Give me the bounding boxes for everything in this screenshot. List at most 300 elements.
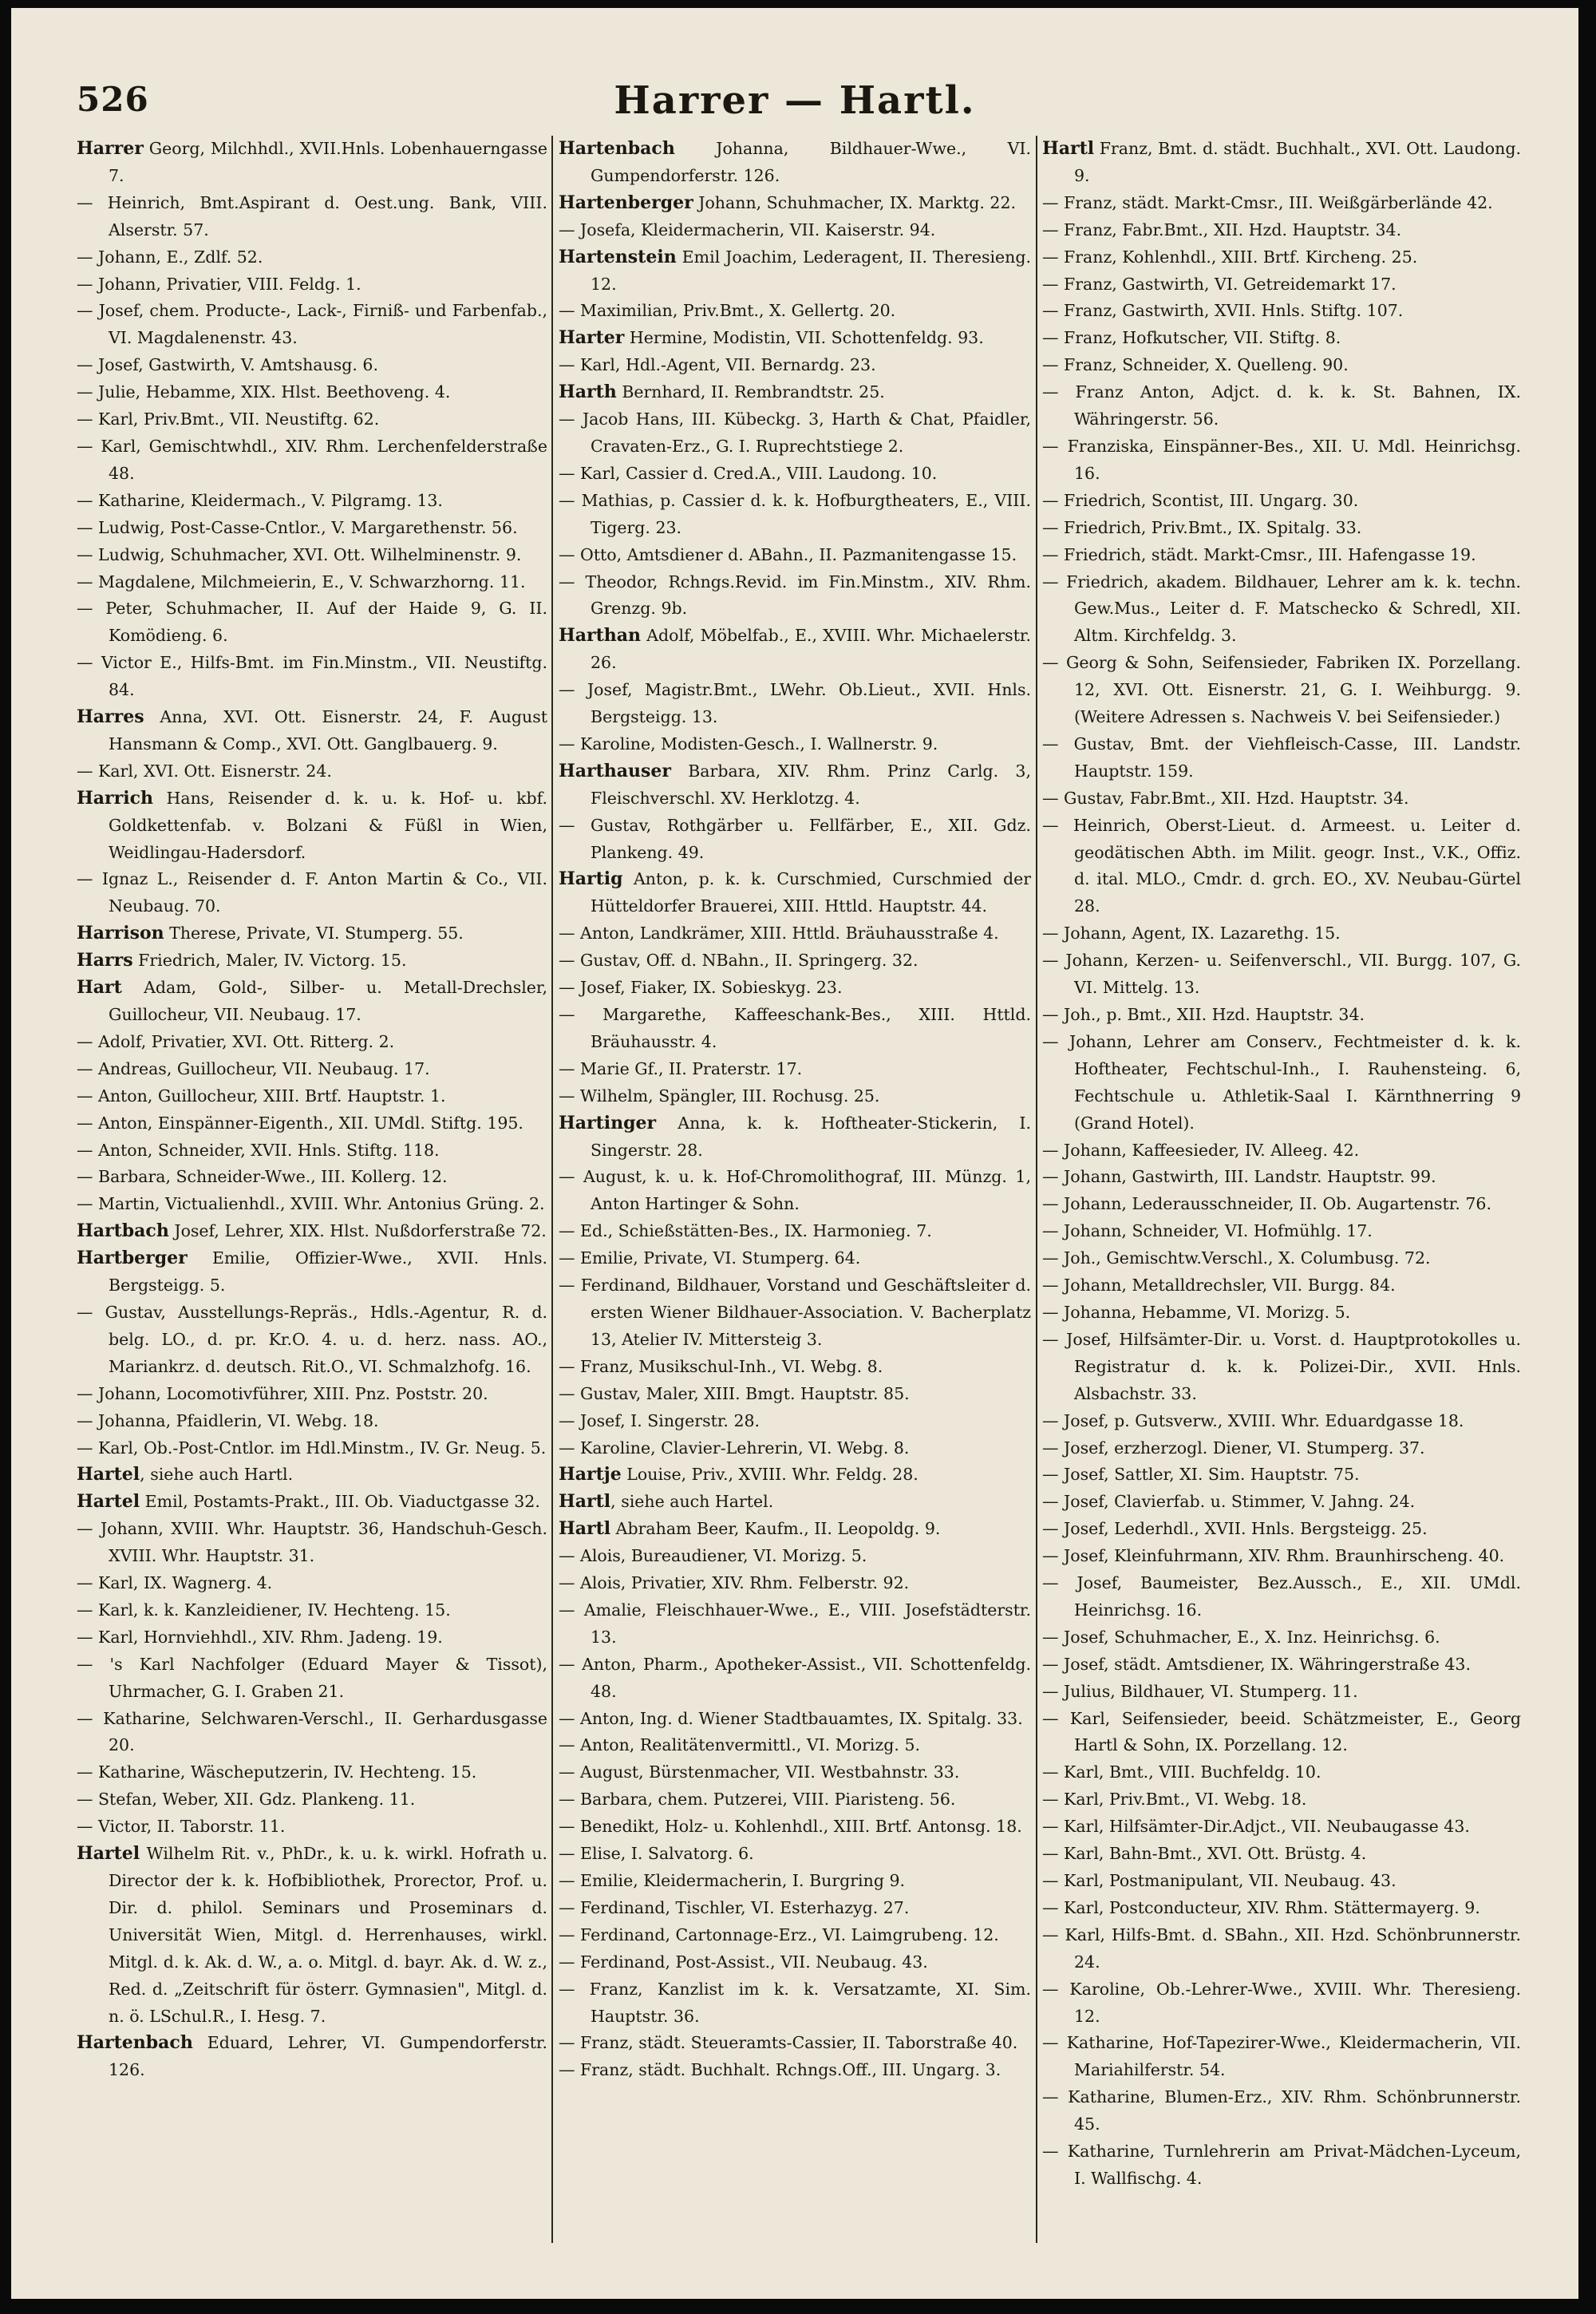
- entry-surname: Hartje: [559, 1464, 622, 1485]
- entry-text: Emil Joachim, Lederagent, II. Theresieng. 12.: [591, 247, 1031, 294]
- directory-entry: [77, 271, 547, 299]
- entry-surname: Hartenstein: [559, 246, 677, 267]
- directory-entry: [77, 975, 547, 1029]
- directory-entry: [1042, 947, 1521, 1002]
- directory-entry: [1042, 136, 1521, 190]
- directory-entry: [77, 136, 547, 190]
- directory-entry: [559, 406, 1031, 461]
- directory-entry: [559, 1245, 1031, 1272]
- entry-surname: Harthan: [559, 625, 642, 647]
- entry-text: — Karl, Hilfs-Bmt. d. SBahn., XII. Hzd. Schönbrunnerstr. 24.: [1042, 1924, 1521, 1972]
- directory-entry: [1042, 2138, 1521, 2193]
- entry-text: — Ferdinand, Cartonnage-Erz., VI. Laimgrubeng. 12.: [559, 1924, 999, 1944]
- entry-text: — Josef, Gastwirth, V. Amtshausg. 6.: [77, 355, 378, 375]
- directory-entry: [77, 569, 547, 596]
- directory-entry: [559, 731, 1031, 758]
- entry-text: — Theodor, Rchngs.Revid. im Fin.Minstm., XIV. Rhm. Grenzg. 9b.: [559, 572, 1031, 619]
- column-1: [77, 136, 547, 2243]
- entry-text: — Friedrich, Scontist, III. Ungarg. 30.: [1042, 490, 1359, 510]
- entry-text: — Josef, p. Gutsverw., XVIII. Whr. Eduardgasse 18.: [1042, 1410, 1464, 1430]
- entry-text: — Gustav, Ausstellungs-Repräs., Hdls.-Agentur, R. d. belg. LO., d. pr. Kr.O. 4. u. d. herz. nass. AO., Mariankrz. d. deutsch. Rit.O., VI. Schmalzhofg. 16.: [77, 1302, 547, 1376]
- entry-text: , siehe auch Hartel.: [610, 1492, 774, 1512]
- directory-entry: [1042, 1759, 1521, 1786]
- entry-text: — Jacob Hans, III. Kübeckg. 3, Harth & Chat, Pfaidler, Cravaten-Erz., G. I. Ruprechtstiege 2.: [559, 409, 1031, 456]
- directory-entry: [77, 1299, 547, 1381]
- entry-text: — Karl, Seifensieder, beeid. Schätzmeister, E., Georg Hartl & Sohn, IX. Porzellang. 12.: [1042, 1708, 1521, 1755]
- directory-entry: [1042, 1868, 1521, 1895]
- entry-text: Barbara, XIV. Rhm. Prinz Carlg. 3, Fleischverschl. XV. Herklotzg. 4.: [591, 761, 1031, 808]
- entry-text: Emilie, Offizier-Wwe., XVII. Hnls. Bergsteigg. 5.: [109, 1248, 547, 1295]
- entry-text: — Josefa, Kleidermacherin, VII. Kaiserstr. 94.: [559, 220, 936, 239]
- entry-surname: Hartig: [559, 868, 623, 890]
- directory-entry: [77, 920, 547, 947]
- entry-text: Louise, Priv., XVIII. Whr. Feldg. 28.: [621, 1465, 918, 1485]
- entry-text: — Joh., p. Bmt., XII. Hzd. Hauptstr. 34.: [1042, 1005, 1365, 1024]
- directory-entry: [77, 433, 547, 488]
- entry-text: — Anton, Einspänner-Eigenth., XII. UMdl. Stiftg. 195.: [77, 1113, 523, 1133]
- entry-text: — Peter, Schuhmacher, II. Auf der Haide 9, G. II. Komödieng. 6.: [77, 599, 547, 646]
- directory-entry: [1042, 1137, 1521, 1165]
- entry-text: — Katharine, Turnlehrerin am Privat-Mädchen-Lyceum, I. Wallfischg. 4.: [1042, 2142, 1521, 2188]
- entry-text: — Friedrich, akadem. Bildhauer, Lehrer am k. k. techn. Gew.Mus., Leiter d. F. Matschecko & Schredl, XII. Altm. Kirchfeldg. 3.: [1042, 572, 1521, 646]
- entry-text: Anna, XVI. Ott. Eisnerstr. 24, F. August Hansmann & Comp., XVI. Ott. Ganglbauerg. 9.: [109, 707, 547, 754]
- directory-entry: [77, 595, 547, 650]
- directory-entry: [77, 352, 547, 379]
- directory-entry: [77, 1786, 547, 1814]
- directory-entry: [559, 1218, 1031, 1245]
- entry-text: Hermine, Modistin, VII. Schottenfeldg. 93.: [624, 328, 984, 348]
- directory-entry: [77, 406, 547, 433]
- entry-surname: Harrer: [77, 138, 144, 159]
- entry-text: — Amalie, Fleischhauer-Wwe., E., VIII. Josefstädterstr. 13.: [559, 1600, 1031, 1647]
- directory-entry: [559, 352, 1031, 379]
- directory-entry: [559, 136, 1031, 190]
- directory-entry: [1042, 1191, 1521, 1218]
- directory-entry: [559, 623, 1031, 677]
- directory-entry: [77, 1814, 547, 1841]
- entry-text: — Anton, Schneider, XVII. Hnls. Stiftg. 118.: [77, 1140, 440, 1160]
- directory-entry: [77, 298, 547, 352]
- entry-text: — Ludwig, Post-Casse-Cntlor., V. Margarethenstr. 56.: [77, 517, 518, 537]
- entry-surname: Hartl: [559, 1491, 611, 1513]
- entry-text: — Karl, XVI. Ott. Eisnerstr. 24.: [77, 761, 332, 781]
- directory-entry: [77, 1435, 547, 1462]
- directory-entry: [1042, 1922, 1521, 1976]
- directory-entry: [1042, 569, 1521, 651]
- entry-text: — August, k. u. k. Hof-Chromolithograf, III. Münzg. 1, Anton Hartinger & Sohn.: [559, 1167, 1031, 1214]
- directory-entry: [77, 1841, 547, 2030]
- entry-text: — Johann, Metalldrechsler, VII. Burgg. 84.: [1042, 1276, 1396, 1295]
- directory-entry: [1042, 1408, 1521, 1435]
- directory-entry: [1042, 271, 1521, 299]
- entry-text: — Maximilian, Priv.Bmt., X. Gellertg. 20.: [559, 301, 896, 321]
- directory-entry: [1042, 920, 1521, 947]
- directory-entry: [1042, 1435, 1521, 1462]
- entry-text: — Friedrich, städt. Markt-Cmsr., III. Hafengasse 19.: [1042, 544, 1476, 564]
- entry-text: — Ludwig, Schuhmacher, XVI. Ott. Wilhelminenstr. 9.: [77, 544, 522, 564]
- directory-entry: [77, 650, 547, 704]
- directory-entry: [77, 1516, 547, 1570]
- entry-text: — Katharine, Wäscheputzerin, IV. Hechteng. 15.: [77, 1762, 477, 1782]
- entry-text: — Gustav, Maler, XIII. Bmgt. Hauptstr. 85.: [559, 1383, 910, 1403]
- entry-surname: Hartenbach: [77, 2032, 193, 2054]
- directory-entry: [1042, 1679, 1521, 1706]
- directory-entry: [559, 1570, 1031, 1597]
- directory-entry: [559, 217, 1031, 244]
- entry-text: — Franz, Schneider, X. Quelleng. 90.: [1042, 355, 1349, 375]
- entry-surname: Hartenberger: [559, 192, 693, 213]
- entry-text: — Margarethe, Kaffeeschank-Bes., XIII. Httld. Bräuhausstr. 4.: [559, 1005, 1031, 1051]
- entry-text: — Anton, Realitätenvermittl., VI. Morizg. 5.: [559, 1735, 921, 1755]
- entry-text: — Barbara, chem. Putzerei, VIII. Piaristeng. 56.: [559, 1790, 956, 1810]
- entry-text: — Johann, Kerzen- u. Seifenverschl., VII. Burgg. 107, G. VI. Mittelg. 13.: [1042, 951, 1521, 998]
- directory-entry: [559, 1706, 1031, 1733]
- directory-entry: [559, 2057, 1031, 2084]
- directory-entry: [1042, 1895, 1521, 1922]
- entry-surname: Hartberger: [77, 1248, 188, 1269]
- entry-surname: Harrs: [77, 950, 133, 971]
- entry-text: — Martin, Victualienhdl., XVIII. Whr. Antonius Grüng. 2.: [77, 1194, 545, 1214]
- directory-entry: [559, 1056, 1031, 1083]
- directory-entry: [77, 1056, 547, 1083]
- directory-entry: [1042, 2030, 1521, 2084]
- directory-entry: [1042, 1489, 1521, 1516]
- directory-entry: [1042, 433, 1521, 488]
- directory-entry: [559, 866, 1031, 920]
- entry-text: — Friedrich, Priv.Bmt., IX. Spitalg. 33.: [1042, 517, 1362, 537]
- running-head: Harrer — Hartl.: [614, 78, 976, 123]
- entry-text: Adam, Gold-, Silber- u. Metall-Drechsler, Guillocheur, VII. Neubaug. 17.: [109, 978, 547, 1024]
- entry-text: Therese, Private, VI. Stumperg. 55.: [164, 924, 464, 943]
- directory-entry: [559, 379, 1031, 406]
- directory-entry: [77, 1245, 547, 1299]
- directory-entry: [77, 1191, 547, 1218]
- entry-text: — Elise, I. Salvatorg. 6.: [559, 1844, 754, 1864]
- entry-text: — Josef, chem. Producte-, Lack-, Firniß- und Farbenfab., VI. Magdalenenstr. 43.: [77, 301, 547, 348]
- entry-text: — Victor, II. Taborstr. 11.: [77, 1817, 286, 1837]
- entry-surname: Hartl: [559, 1518, 611, 1540]
- entry-text: — Gustav, Fabr.Bmt., XII. Hzd. Hauptstr. 34.: [1042, 788, 1409, 808]
- entry-text: — Anton, Pharm., Apotheker-Assist., VII. Schottenfeldg. 48.: [559, 1654, 1031, 1701]
- entry-surname: Harrison: [77, 923, 164, 944]
- entry-text: — Josef, erzherzogl. Diener, VI. Stumperg. 37.: [1042, 1438, 1425, 1458]
- entry-text: — Ferdinand, Post-Assist., VII. Neubaug. 43.: [559, 1952, 928, 1972]
- entry-text: Georg, Milchhdl., XVII.Hnls. Lobenhauerngasse 7.: [109, 139, 547, 185]
- entry-surname: Harth: [559, 382, 617, 403]
- entry-text: — Franz Anton, Adjct. d. k. k. St. Bahnen, IX. Währingerstr. 56.: [1042, 382, 1521, 429]
- entry-text: — Ed., Schießstätten-Bes., IX. Harmonieg. 7.: [559, 1221, 932, 1241]
- entry-text: — Marie Gf., II. Praterstr. 17.: [559, 1058, 803, 1078]
- directory-entry: [559, 325, 1031, 352]
- entry-text: Wilhelm Rit. v., PhDr., k. u. k. wirkl. Hofrath u. Director der k. k. Hofbibliothek, Prorector, Prof. u. Dir. d. philol. Seminars und Proseminars d. Universität Wien, Mitgl. d. Herrenhauses, wirkl. Mitgl. d. k. Ak. d. W., a. o. Mitgl. d. bayr. Ak. d. W. z., Red. d. „Zeitschrift für österr. Gymnasien", Mitgl. d. n. ö. LSchul.R., I. Hesg. 7.: [109, 1844, 547, 2026]
- directory-entry: [559, 1083, 1031, 1110]
- directory-entry: [1042, 1299, 1521, 1327]
- directory-entry: [1042, 1218, 1521, 1245]
- directory-entry: [1042, 1327, 1521, 1408]
- entry-text: — Johann, Schneider, VI. Hofmühlg. 17.: [1042, 1221, 1373, 1241]
- directory-entry: [77, 1597, 547, 1624]
- directory-entry: [1042, 1029, 1521, 1137]
- entry-text: — Franz, Fabr.Bmt., XII. Hzd. Hauptstr. 34.: [1042, 220, 1402, 239]
- entry-text: — Karl, Cassier d. Cred.A., VIII. Laudong. 10.: [559, 463, 938, 483]
- entry-text: — Katharine, Hof-Tapezirer-Wwe., Kleidermacherin, VII. Mariahilferstr. 54.: [1042, 2033, 1521, 2080]
- directory-entry: [559, 488, 1031, 542]
- entry-surname: Hart: [77, 977, 122, 999]
- directory-entry: [77, 1570, 547, 1597]
- entry-text: — Alois, Privatier, XIV. Rhm. Felberstr. 92.: [559, 1573, 910, 1593]
- directory-entry: [77, 866, 547, 920]
- directory-entry: [559, 1272, 1031, 1354]
- entry-text: Franz, Bmt. d. städt. Buchhalt., XVI. Ott. Laudong. 9.: [1074, 139, 1521, 185]
- directory-entry: [559, 1759, 1031, 1786]
- directory-entry: [559, 1543, 1031, 1570]
- directory-entry: [1042, 1516, 1521, 1543]
- entry-text: Johann, Schuhmacher, IX. Marktg. 22.: [693, 192, 1017, 212]
- directory-entry: [559, 1949, 1031, 1976]
- directory-entry: [1042, 1706, 1521, 1760]
- entry-surname: Harres: [77, 706, 144, 728]
- directory-entry: [559, 1841, 1031, 1868]
- directory-entry: [77, 515, 547, 542]
- directory-entry: [77, 758, 547, 785]
- directory-entry: [1042, 1651, 1521, 1679]
- entry-text: Anna, k. k. Hoftheater-Stickerin, I. Singerstr. 28.: [591, 1113, 1031, 1160]
- directory-entry: [1042, 217, 1521, 244]
- directory-entry: [77, 190, 547, 244]
- entry-text: — Josef, städt. Amtsdiener, IX. Währingerstraße 43.: [1042, 1654, 1471, 1674]
- entry-text: — Josef, Clavierfab. u. Stimmer, V. Jahng. 24.: [1042, 1492, 1416, 1512]
- entry-text: — Anton, Guillocheur, XIII. Brtf. Hauptstr. 1.: [77, 1086, 446, 1106]
- entry-surname: Hartel: [77, 1464, 140, 1485]
- directory-page: [11, 8, 1578, 2299]
- directory-entry: [77, 1029, 547, 1056]
- entry-text: — Johann, Agent, IX. Lazarethg. 15.: [1042, 924, 1341, 943]
- entry-text: — Karl, Postconducteur, XIV. Rhm. Stättermayerg. 9.: [1042, 1897, 1480, 1917]
- entry-text: — Johann, Lederausschneider, II. Ob. Augartenstr. 76.: [1042, 1194, 1491, 1214]
- entry-text: — Stefan, Weber, XII. Gdz. Plankeng. 11.: [77, 1790, 416, 1810]
- entry-text: — Karl, Priv.Bmt., VII. Neustiftg. 62.: [77, 409, 380, 429]
- directory-entry: [1042, 1976, 1521, 2031]
- directory-entry: [1042, 379, 1521, 433]
- entry-text: Abraham Beer, Kaufm., II. Leopoldg. 9.: [610, 1519, 941, 1539]
- directory-entry: [559, 947, 1031, 975]
- directory-entry: [559, 813, 1031, 867]
- entry-text: — Benedikt, Holz- u. Kohlenhdl., XIII. Brtf. Antonsg. 18.: [559, 1817, 1022, 1837]
- directory-entry: [559, 1164, 1031, 1218]
- entry-text: — Johanna, Hebamme, VI. Morizg. 5.: [1042, 1302, 1351, 1322]
- directory-entry: [1042, 1841, 1521, 1868]
- entry-text: — Franz, Kohlenhdl., XIII. Brtf. Kircheng. 25.: [1042, 247, 1418, 267]
- directory-entry: [559, 1516, 1031, 1543]
- entry-text: Hans, Reisender d. k. u. k. Hof- u. kbf. Goldkettenfab. v. Bolzani & Füßl in Wien, Weidlingau-Hadersdorf.: [109, 788, 547, 862]
- directory-entry: [1042, 785, 1521, 813]
- entry-text: Adolf, Möbelfab., E., XVIII. Whr. Michaelerstr. 26.: [591, 626, 1031, 673]
- entry-text: — Johann, Kaffeesieder, IV. Alleeg. 42.: [1042, 1140, 1360, 1160]
- entry-text: — Johann, XVIII. Whr. Hauptstr. 36, Handschuh-Gesch. XVIII. Whr. Hauptstr. 31.: [77, 1519, 547, 1566]
- directory-entry: [77, 1489, 547, 1516]
- directory-entry: [77, 542, 547, 569]
- directory-entry: [559, 1462, 1031, 1489]
- directory-entry: [559, 298, 1031, 325]
- entry-text: — Joh., Gemischtw.Verschl., X. Columbusg. 72.: [1042, 1248, 1431, 1268]
- directory-entry: [559, 1732, 1031, 1759]
- directory-entry: [77, 1462, 547, 1489]
- directory-entry: [77, 1624, 547, 1651]
- entry-text: — Josef, Fiaker, IX. Sobieskyg. 23.: [559, 978, 843, 998]
- entry-text: — Katharine, Kleidermach., V. Pilgramg. 13.: [77, 490, 443, 510]
- directory-entry: [559, 244, 1031, 299]
- entry-text: — Josef, Kleinfuhrmann, XIV. Rhm. Braunhirscheng. 40.: [1042, 1546, 1505, 1566]
- entry-surname: Hartel: [77, 1843, 140, 1865]
- entry-text: — Josef, Lederhdl., XVII. Hnls. Bergsteigg. 25.: [1042, 1519, 1428, 1539]
- directory-entry: [77, 379, 547, 406]
- directory-entry: [559, 542, 1031, 569]
- directory-entry: [559, 1786, 1031, 1814]
- directory-entry: [1042, 325, 1521, 352]
- entry-text: — Karl, Gemischtwhdl., XIV. Rhm. Lerchenfelderstraße 48.: [77, 436, 547, 483]
- directory-entry: [77, 704, 547, 758]
- entry-text: — Gustav, Bmt. der Viehfleisch-Casse, III. Landstr. Hauptstr. 159.: [1042, 734, 1521, 781]
- entry-text: Johanna, Bildhauer-Wwe., VI. Gumpendorferstr. 126.: [591, 139, 1031, 185]
- entry-surname: Harter: [559, 327, 625, 349]
- entry-text: Bernhard, II. Rembrandtstr. 25.: [616, 382, 885, 402]
- entry-text: — Johann, Locomotivführer, XIII. Pnz. Poststr. 20.: [77, 1383, 488, 1403]
- directory-entry: [559, 1408, 1031, 1435]
- entry-text: — Andreas, Guillocheur, VII. Neubaug. 17.: [77, 1058, 430, 1078]
- directory-entry: [1042, 813, 1521, 921]
- directory-entry: [559, 569, 1031, 623]
- directory-entry: [1042, 1462, 1521, 1489]
- entry-text: — Emilie, Private, VI. Stumperg. 64.: [559, 1248, 861, 1268]
- entry-text: — Alois, Bureaudiener, VI. Morizg. 5.: [559, 1546, 867, 1566]
- column-rule: [551, 136, 553, 2243]
- entry-text: Friedrich, Maler, IV. Victorg. 15.: [132, 951, 407, 971]
- directory-entry: [559, 190, 1031, 217]
- entry-text: — Magdalene, Milchmeierin, E., V. Schwarzhorng. 11.: [77, 572, 526, 591]
- directory-entry: [1042, 650, 1521, 731]
- directory-entry: [77, 785, 547, 867]
- entry-text: — Josef, Schuhmacher, E., X. Inz. Heinrichsg. 6.: [1042, 1627, 1440, 1647]
- entry-text: — Gustav, Off. d. NBahn., II. Springerg. 32.: [559, 951, 918, 971]
- entry-text: — Karoline, Clavier-Lehrerin, VI. Webg. 8.: [559, 1438, 910, 1458]
- directory-entry: [1042, 1164, 1521, 1191]
- directory-entry: [559, 1002, 1031, 1056]
- directory-entry: [77, 2030, 547, 2084]
- directory-entry: [1042, 2084, 1521, 2138]
- entry-text: — Johann, Lehrer am Conserv., Fechtmeister d. k. k. Hoftheater, Fechtschul-Inh., I. Rauhensteing. 6, Fechtschule u. Athletik-Saal I. Kärnthnerring 9 (Grand Hotel).: [1042, 1031, 1521, 1133]
- directory-entry: [77, 1218, 547, 1245]
- entry-text: — Karoline, Ob.-Lehrer-Wwe., XVIII. Whr. Theresieng. 12.: [1042, 1979, 1521, 2026]
- directory-entry: [559, 1976, 1031, 2031]
- entry-text: — Karl, Ob.-Post-Cntlor. im Hdl.Minstm., IV. Gr. Neug. 5.: [77, 1438, 547, 1458]
- directory-entry: [77, 947, 547, 975]
- entry-text: — Ignaz L., Reisender d. F. Anton Martin & Co., VII. Neubaug. 70.: [77, 869, 547, 916]
- directory-entry: [77, 1381, 547, 1408]
- entry-text: — Franz, Hofkutscher, VII. Stiftg. 8.: [1042, 328, 1341, 348]
- directory-entry: [77, 1408, 547, 1435]
- column-3: [1042, 136, 1521, 2243]
- entry-text: — Anton, Ing. d. Wiener Stadtbauamtes, IX. Spitalg. 33.: [559, 1708, 1023, 1728]
- entry-text: — Katharine, Blumen-Erz., XIV. Rhm. Schönbrunnerstr. 45.: [1042, 2087, 1521, 2134]
- entry-surname: Hartl: [1042, 138, 1095, 159]
- directory-entry: [559, 1651, 1031, 1706]
- directory-entry: [1042, 1272, 1521, 1299]
- directory-entry: [1042, 488, 1521, 515]
- entry-text: — Karl, Bahn-Bmt., XVI. Ott. Brüstg. 4.: [1042, 1844, 1367, 1864]
- directory-entry: [559, 1381, 1031, 1408]
- directory-entry: [77, 1651, 547, 1706]
- page-number: 526: [77, 80, 149, 119]
- entry-text: — Karl, Postmanipulant, VII. Neubaug. 43.: [1042, 1871, 1396, 1890]
- directory-entry: [77, 1706, 547, 1760]
- entry-text: — Anton, Landkrämer, XIII. Httld. Bräuhausstraße 4.: [559, 924, 999, 943]
- entry-surname: Hartbach: [77, 1220, 169, 1242]
- entry-text: Emil, Postamts-Prakt., III. Ob. Viaductgasse 32.: [140, 1492, 540, 1512]
- directory-entry: [77, 1759, 547, 1786]
- entry-text: — 's Karl Nachfolger (Eduard Mayer & Tissot), Uhrmacher, G. I. Graben 21.: [77, 1654, 547, 1701]
- entry-text: — Heinrich, Bmt.Aspirant d. Oest.ung. Bank, VIII. Alserstr. 57.: [77, 192, 547, 239]
- directory-entry: [559, 1435, 1031, 1462]
- directory-entry: [1042, 731, 1521, 785]
- entry-text: — Heinrich, Oberst-Lieut. d. Armeest. u. Leiter d. geodätischen Abth. im Milit. geogr. Inst., V.K., Offiz. d. ital. MLO., Cmdr. d. grch. EO., XV. Neubau-Gürtel 28.: [1042, 815, 1521, 916]
- entry-text: — Adolf, Privatier, XVI. Ott. Ritterg. 2.: [77, 1031, 395, 1051]
- directory-entry: [1042, 1002, 1521, 1029]
- entry-text: — Emilie, Kleidermacherin, I. Burgring 9.: [559, 1871, 906, 1890]
- directory-entry: [559, 677, 1031, 731]
- directory-entry: [77, 244, 547, 271]
- directory-entry: [1042, 352, 1521, 379]
- entry-text: — Gustav, Rothgärber u. Fellfärber, E., XII. Gdz. Plankeng. 49.: [559, 815, 1031, 862]
- entry-text: — Karl, Hilfsämter-Dir.Adjct., VII. Neubaugasse 43.: [1042, 1817, 1470, 1837]
- entry-text: — Josef, Baumeister, Bez.Aussch., E., XII. UMdl. Heinrichsg. 16.: [1042, 1573, 1521, 1620]
- entry-text: — August, Bürstenmacher, VII. Westbahnstr. 33.: [559, 1762, 960, 1782]
- column-2: [559, 136, 1031, 2243]
- directory-entry: [559, 1597, 1031, 1651]
- column-rule: [1036, 136, 1037, 2243]
- entry-text: — Karl, k. k. Kanzleidiener, IV. Hechteng. 15.: [77, 1600, 451, 1620]
- entry-text: — Karl, IX. Wagnerg. 4.: [77, 1573, 273, 1593]
- entry-surname: Harthauser: [559, 760, 672, 781]
- entry-text: — Josef, Sattler, XI. Sim. Hauptstr. 75.: [1042, 1465, 1360, 1485]
- entry-text: — Julius, Bildhauer, VI. Stumperg. 11.: [1042, 1681, 1358, 1701]
- entry-text: Anton, p. k. k. Curschmied, Curschmied der Hütteldorfer Brauerei, XIII. Httld. Hauptstr. 44.: [591, 869, 1031, 916]
- entry-text: — Johanna, Pfaidlerin, VI. Webg. 18.: [77, 1410, 379, 1430]
- entry-text: — Josef, Hilfsämter-Dir. u. Vorst. d. Hauptprotokolles u. Registratur d. k. k. Polizei-Dir., XVII. Hnls. Alsbachstr. 33.: [1042, 1329, 1521, 1403]
- directory-entry: [77, 488, 547, 515]
- directory-entry: [77, 1110, 547, 1137]
- entry-text: — Ferdinand, Tischler, VI. Esterhazyg. 27.: [559, 1897, 910, 1917]
- directory-entry: [559, 1814, 1031, 1841]
- directory-entry: [77, 1164, 547, 1191]
- directory-entry: [1042, 190, 1521, 217]
- entry-text: — Franz, Musikschul-Inh., VI. Webg. 8.: [559, 1356, 883, 1376]
- entry-text: — Franziska, Einspänner-Bes., XII. U. Mdl. Heinrichsg. 16.: [1042, 436, 1521, 483]
- directory-entry: [1042, 515, 1521, 542]
- directory-entry: [559, 1489, 1031, 1516]
- entry-text: — Franz, städt. Buchhalt. Rchngs.Off., III. Ungarg. 3.: [559, 2060, 1001, 2080]
- directory-entry: [1042, 244, 1521, 271]
- entry-text: — Mathias, p. Cassier d. k. k. Hofburgtheaters, E., VIII. Tigerg. 23.: [559, 490, 1031, 537]
- entry-text: — Barbara, Schneider-Wwe., III. Kollerg. 12.: [77, 1167, 448, 1187]
- entry-text: — Josef, Magistr.Bmt., LWehr. Ob.Lieut., XVII. Hnls. Bergsteigg. 13.: [559, 680, 1031, 727]
- directory-entry: [1042, 542, 1521, 569]
- entry-text: — Franz, Gastwirth, VI. Getreidemarkt 17.: [1042, 274, 1396, 294]
- entry-text: — Victor E., Hilfs-Bmt. im Fin.Minstm., VII. Neustiftg. 84.: [77, 653, 547, 700]
- entry-text: — Johann, E., Zdlf. 52.: [77, 247, 263, 267]
- directory-entry: [1042, 1543, 1521, 1570]
- entry-text: — Georg & Sohn, Seifensieder, Fabriken IX. Porzellang. 12, XVI. Ott. Eisnerstr. 21, G. I. Weihburgg. 9. (Weitere Adressen s. Nachweis V. bei Seifensieder.): [1042, 653, 1521, 727]
- directory-entry: [77, 1083, 547, 1110]
